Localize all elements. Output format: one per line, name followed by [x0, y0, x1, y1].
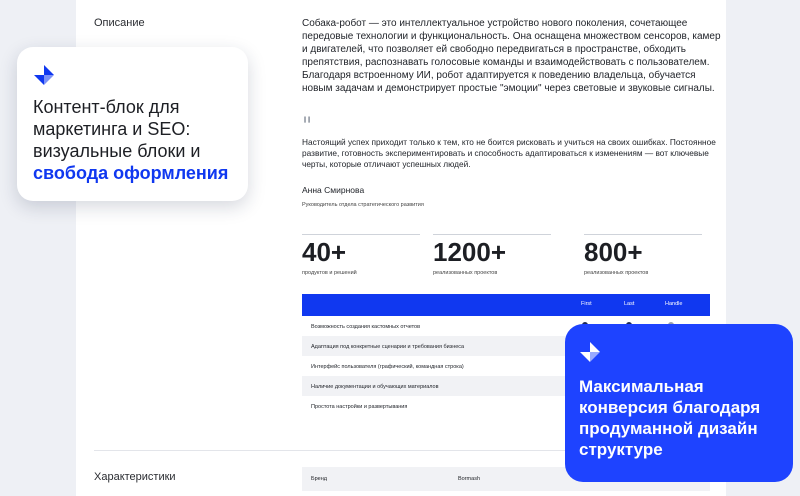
table-row-label: Интерфейс пользователя (графический, командная строка) [311, 364, 464, 370]
table-row-label: Адаптация под конкретные сценарии и требования бизнеса [311, 344, 465, 350]
promo-card-seo-line: Контент-блок для маркетинга и SEO: визуальные блоки и [33, 97, 201, 161]
quote-author: Анна Смирнова [302, 185, 365, 195]
stat-block [433, 234, 551, 276]
promo-card-conversion-text: Максимальная конверсия благодаря продуманной дизайн структуре [579, 377, 761, 459]
stat-block [584, 234, 702, 276]
characteristic-value: Bormash [458, 476, 481, 482]
stat-block [302, 234, 420, 276]
table-header [302, 294, 710, 316]
stat-caption: продуктов и решений [302, 270, 357, 276]
table-row-label: Простота настройки и развертывания [311, 404, 408, 410]
characteristic-key: Бренд [311, 476, 327, 482]
description-section-label: Описание [94, 17, 145, 29]
quote-mark-icon: " [302, 114, 313, 139]
promo-card-seo [17, 47, 248, 201]
column-header-first: First [581, 301, 592, 307]
description-text: Собака-робот — это интеллектуальное устройство нового поколения, сочетающее передовые технологии и функциональность. Она оснащена множеством сенсоров, камер и двигателей, что позволяет ей свободно передвигаться в пространстве, обходить препятствия, распознавать голосовые команды и взаимодействовать с пользователем. Благодаря встроенному ИИ, робот адаптируется к поведению владельца, обучается новым задачам и демонстрирует простые "эмоции" через световые и звуковые сигналы. [302, 18, 721, 94]
stat-caption: реализованных проектов [584, 270, 649, 276]
quote-text: Настоящий успех приходит только к тем, кто не боится рисковать и учиться на своих ошибках. Постоянное развитие, готовность экспериментировать и способность адаптироваться к изменениям — вот ключевые черты, которые отличают успешных людей. [302, 137, 716, 169]
stat-value: 1200+ [433, 237, 507, 267]
column-header-last: Last [624, 301, 635, 307]
stat-caption: реализованных проектов [433, 270, 498, 276]
stat-value: 40+ [302, 237, 347, 267]
stat-value: 800+ [584, 237, 643, 267]
promo-card-seo-accent: свобода оформления [33, 163, 229, 183]
quote-author-role: Руководитель отдела стратегического развития [302, 202, 424, 208]
column-header-handle: Handle [665, 301, 683, 307]
diamond-logo-icon [33, 64, 55, 86]
table-row-label: Наличие документации и обучающих материалов [311, 384, 439, 390]
promo-card-seo-text [33, 96, 243, 184]
characteristics-section-label: Характеристики [94, 471, 176, 483]
table-row-label: Возможность создания кастомных отчетов [311, 324, 421, 330]
promo-card-conversion [565, 324, 793, 482]
diamond-logo-icon [579, 341, 601, 363]
